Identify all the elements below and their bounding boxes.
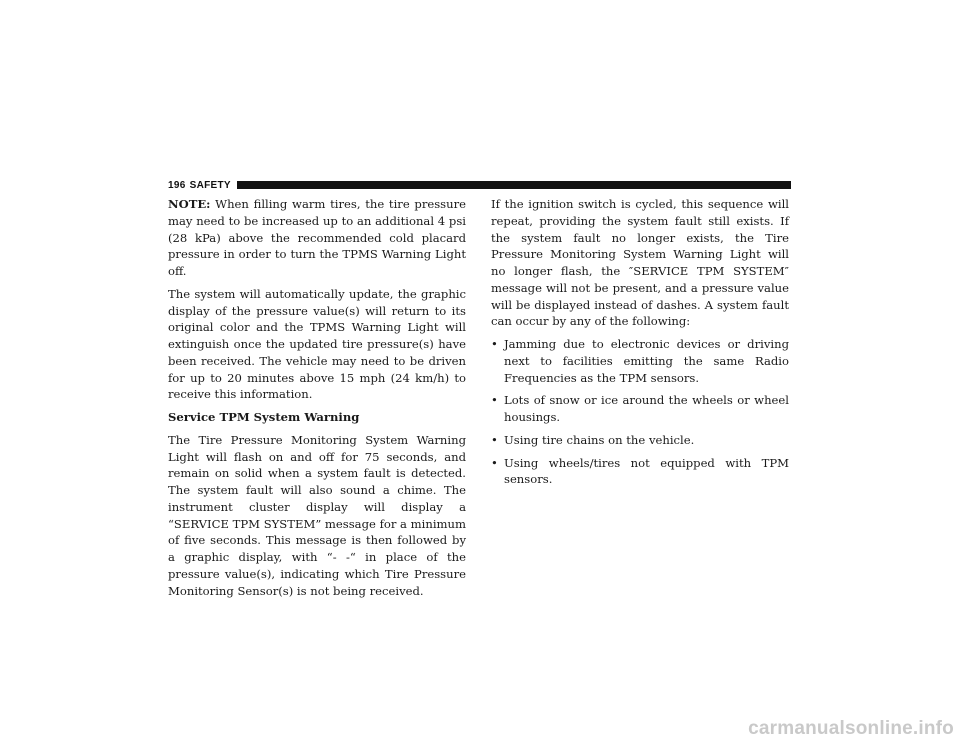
bullet-icon: •	[491, 455, 498, 470]
left-column	[168, 196, 466, 605]
service-paragraph: The Tire Pressure Monitoring System Warning Light will flash on and off for 75 seconds, and remain on solid when a system fault is detected. The system fault will also sound a chime. The instrument cluster display will display a “SERVICE TPM SYSTEM” message for a minimum of five seconds. This message is then followed by a graphic display, with “- -“ in place of the pressure value(s), indicating which Tire Pressure Monitoring Sensor(s) is not being received.	[168, 432, 466, 598]
list-item	[491, 455, 789, 489]
page-header	[168, 178, 791, 192]
right-column	[491, 196, 789, 494]
list-item	[491, 336, 789, 386]
watermark-link[interactable]: carmanualsonline.info	[748, 718, 954, 739]
page-number: 196	[168, 179, 186, 191]
list-item-text: Using wheels/tires not equipped with TPM sensors.	[504, 455, 789, 487]
update-paragraph: The system will automatically update, the graphic display of the pressure value(s) will return to its original color and the TPMS Warning Light will extinguish once the updated tire pressure(s) have been received. The vehicle may need to be driven for up to 20 minutes above 15 mph (24 km/h) to receive this information.	[168, 286, 466, 402]
section-heading: Service TPM System Warning	[168, 410, 360, 424]
note-paragraph	[168, 196, 466, 280]
list-item-text: Lots of snow or ice around the wheels or wheel housings.	[504, 393, 789, 424]
bullet-icon: •	[491, 337, 498, 351]
note-label: NOTE:	[168, 197, 211, 211]
header-rule	[237, 181, 791, 189]
fault-causes-list	[491, 336, 789, 488]
section-title: SAFETY	[189, 179, 231, 191]
list-item	[491, 432, 789, 449]
list-item-text: Jamming due to electronic devices or driving next to facilities emitting the same Radio Frequencies as the TPM sensors.	[504, 337, 789, 385]
note-text: When filling warm tires, the tire pressure may need to be increased up to an additional 4 psi (28 kPa) above the recommended cold placard pressure in order to turn the TPMS Warning Light off.	[168, 197, 466, 278]
cycle-paragraph: If the ignition switch is cycled, this sequence will repeat, providing the system fault still exists. If the system fault no longer exists, the Tire Pressure Monitoring System Warning Light will no longer flash, the ″SERVICE TPM SYSTEM″ message will not be present, and a pressure value will be displayed instead of dashes. A system fault can occur by any of the following:	[491, 197, 789, 329]
bullet-icon: •	[491, 393, 498, 408]
list-item	[491, 392, 789, 426]
list-item-text: Using tire chains on the vehicle.	[504, 432, 695, 447]
bullet-icon: •	[491, 432, 498, 447]
